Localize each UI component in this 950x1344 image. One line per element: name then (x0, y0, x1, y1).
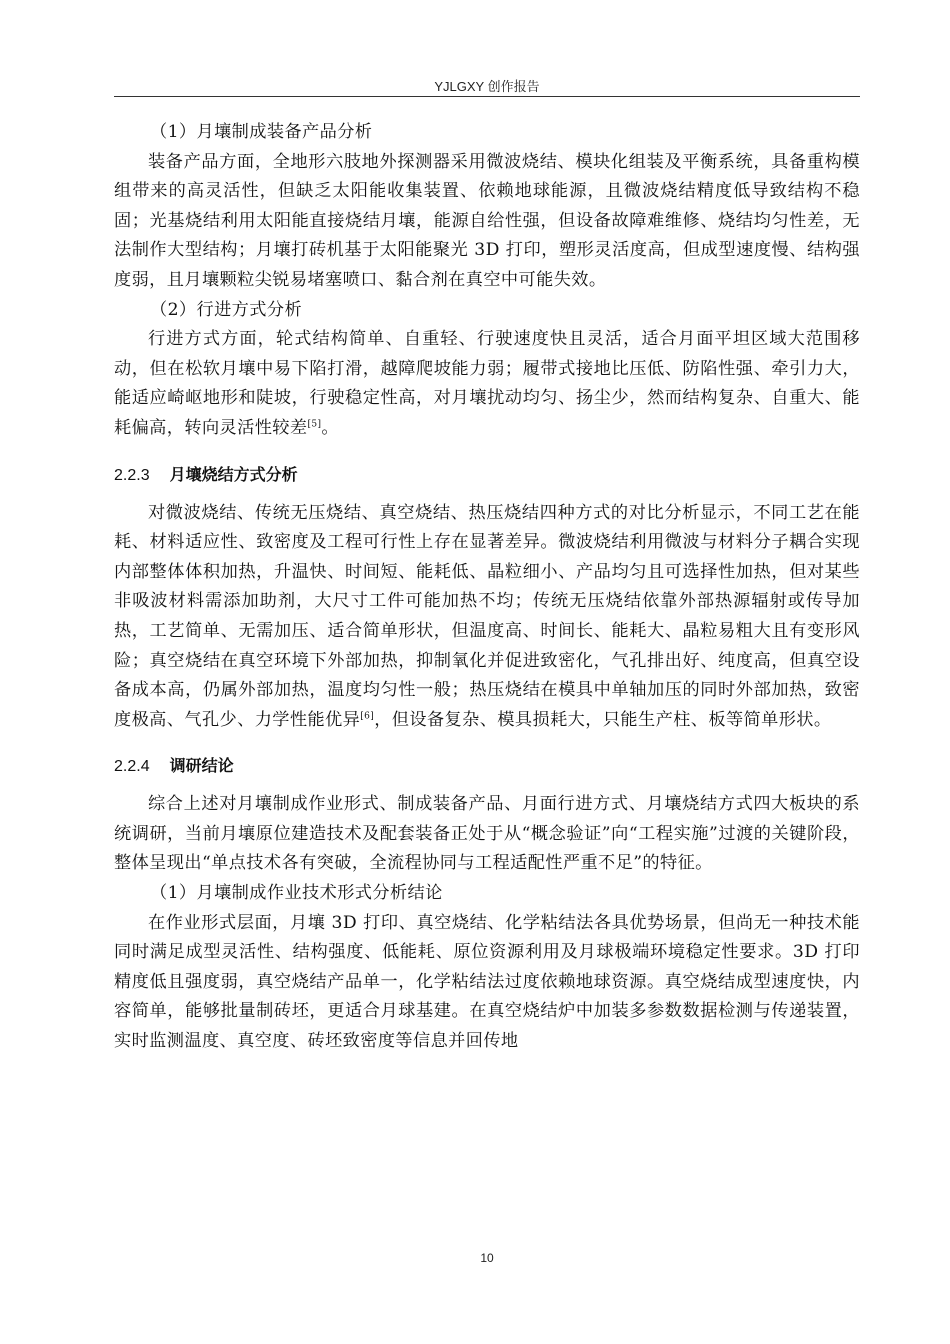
section-heading-conclusion (114, 752, 860, 781)
paragraph-text-end: ，但设备复杂、模具损耗大，只能生产柱、板等简单形状。 (374, 709, 832, 730)
subsection-title-equipment: （1）月壤制成装备产品分析 (150, 122, 373, 142)
section-title: 月壤烧结方式分析 (169, 464, 298, 484)
paragraph-locomotion (114, 325, 860, 443)
section-heading-sintering (114, 461, 860, 490)
page-number: 10 (480, 1251, 494, 1265)
paragraph-equipment: 装备产品方面，全地形六肢地外探测器采用微波烧结、模块化组装及平衡系统，具备重构模组带来的高灵活性，但缺乏太阳能收集装置、依赖地球能源，且微波烧结精度低导致结构不稳固；光基烧结利用太阳能直接烧结月壤，能源自给性强，但设备故障难维修、烧结均匀性差，无法制作大型结构；月壤打砖机基于太阳能聚光 3D 打印，塑形灵活度高，但成型速度慢、结构强度弱，且月壤颗粒尖锐易堵塞喷口、黏合剂在真空中可能失效。 (114, 151, 860, 290)
paragraph-text-end: 。 (321, 417, 340, 438)
subsection-title-locomotion: （2）行进方式分析 (150, 299, 303, 320)
paragraph-text: 行进方式方面，轮式结构简单、自重轻、行驶速度快且灵活，适合月面平坦区域大范围移动，但在松软月壤中易下陷打滑，越障爬坡能力弱；履带式接地比压低、防陷性强、牵引力大，能适应崎岖地形和陡坡，行驶稳定性高，对月壤扰动均匀、扬尘少，然而结构复杂、自重大、能耗偏高，转向灵活性较差 (114, 329, 860, 438)
running-header: YJLGXY 创作报告 (434, 79, 540, 94)
section-title: 调研结论 (169, 756, 234, 776)
paragraph-conclusion: 综合上述对月壤制成作业形式、制成装备产品、月面行进方式、月壤烧结方式四大板块的系统调研，当前月壤原位建造技术及配套装备正处于从“概念验证”向“工程实施”过渡的关键阶段，整体呈现出“单点技术各有突破，全流程协同与工程适配性严重不足”的特征。 (114, 794, 860, 874)
citation-ref: [5] (307, 419, 322, 430)
paragraph-sintering (114, 499, 860, 736)
section-number: 2.2.4 (114, 758, 150, 776)
citation-ref: [6] (360, 710, 375, 721)
paragraph-technique-conclusion: 在作业形式层面，月壤 3D 打印、真空烧结、化学粘结法各具优势场景，但尚无一种技术能同时满足成型灵活性、结构强度、低能耗、原位资源利用及月球极端环境稳定性要求。3D 打印精度低且强度弱，真空烧结产品单一，化学粘结法过度依赖地球资源。真空烧结成型速度快，内容简单，能够批量制砖坯，更适合月球基建。在真空烧结炉中加装多参数数据检测与传递装置，实时监测温度、真空度、砖坯致密度等信息并回传地 (114, 912, 860, 1052)
document-body (114, 118, 860, 1057)
section-number: 2.2.3 (114, 466, 150, 484)
header-rule (114, 96, 860, 97)
subsection-title-technique-conclusion: （1）月壤制成作业技术形式分析结论 (150, 883, 443, 904)
paragraph-text: 对微波烧结、传统无压烧结、真空烧结、热压烧结四种方式的对比分析显示，不同工艺在能耗、材料适应性、致密度及工程可行性上存在显著差异。微波烧结利用微波与材料分子耦合实现内部整体体积加热，升温快、时间短、能耗低、晶粒细小、产品均匀且可选择性加热，但对某些非吸波材料需添加助剂，大尺寸工件可能加热不均；传统无压烧结依靠外部热源辐射或传导加热，工艺简单、无需加压、适合简单形状，但温度高、时间长、能耗大、晶粒易粗大且有变形风险；真空烧结在真空环境下外部加热，抑制氧化并促进致密化，气孔排出好、纯度高，但真空设备成本高，仍属外部加热，温度均匀性一般；热压烧结在模具中单轴加压的同时外部加热，致密度极高、气孔少、力学性能优异 (114, 502, 860, 730)
